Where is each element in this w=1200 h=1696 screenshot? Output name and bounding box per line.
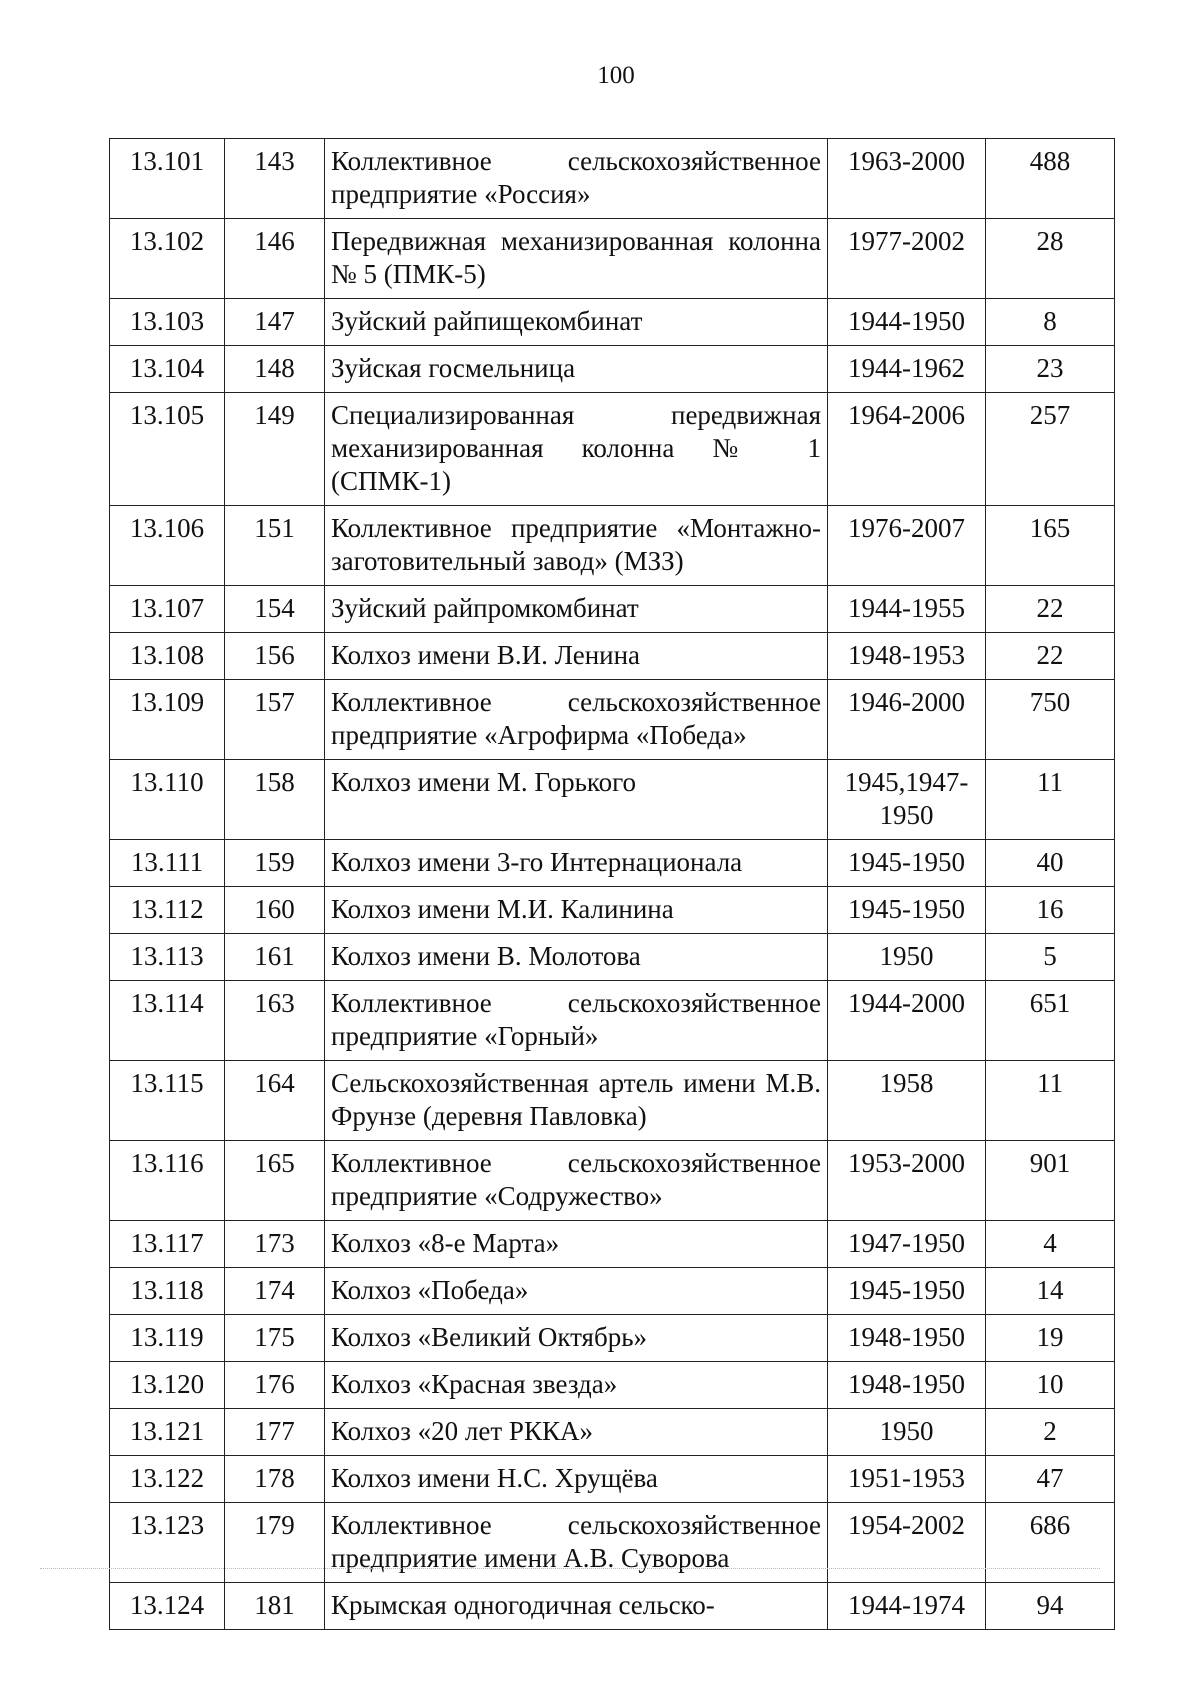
- fund-number-cell: 179: [225, 1503, 325, 1583]
- record-number-cell: 13.115: [110, 1061, 225, 1141]
- file-count-cell: 19: [986, 1315, 1115, 1362]
- table-row: [110, 1362, 1115, 1409]
- fund-number-cell: 174: [225, 1268, 325, 1315]
- record-number-cell: 13.103: [110, 299, 225, 346]
- record-number-cell: 13.114: [110, 981, 225, 1061]
- table-row: [110, 934, 1115, 981]
- file-count-cell: 10: [986, 1362, 1115, 1409]
- file-count-cell: 488: [986, 139, 1115, 219]
- date-range-cell: 1944-2000: [828, 981, 986, 1061]
- table-row: [110, 1503, 1115, 1583]
- fund-number-cell: 157: [225, 680, 325, 760]
- table-row: [110, 840, 1115, 887]
- fund-name-cell: Колхоз имени 3-го Интернационала: [325, 840, 828, 887]
- date-range-cell: 1950: [828, 934, 986, 981]
- fund-name-cell: Коллективное сельскохозяйственное предприятие «Россия»: [325, 139, 828, 219]
- file-count-cell: 14: [986, 1268, 1115, 1315]
- fund-number-cell: 147: [225, 299, 325, 346]
- fund-name-cell: Передвижная механизированная колонна № 5 (ПМК-5): [325, 219, 828, 299]
- fund-name-cell: Коллективное предприятие «Монтажно-заготовительный завод» (МЗЗ): [325, 506, 828, 586]
- fund-number-cell: 158: [225, 760, 325, 840]
- fund-number-cell: 164: [225, 1061, 325, 1141]
- table-row: [110, 393, 1115, 506]
- fund-number-cell: 161: [225, 934, 325, 981]
- record-number-cell: 13.122: [110, 1456, 225, 1503]
- record-number-cell: 13.104: [110, 346, 225, 393]
- fund-number-cell: 163: [225, 981, 325, 1061]
- fund-name-cell: Колхоз имени Н.С. Хрущёва: [325, 1456, 828, 1503]
- file-count-cell: 165: [986, 506, 1115, 586]
- date-range-cell: 1946-2000: [828, 680, 986, 760]
- date-range-cell: 1947-1950: [828, 1221, 986, 1268]
- file-count-cell: 4: [986, 1221, 1115, 1268]
- fund-number-cell: 146: [225, 219, 325, 299]
- record-number-cell: 13.119: [110, 1315, 225, 1362]
- fund-name-cell: Колхоз имени М. Горького: [325, 760, 828, 840]
- fund-number-cell: 143: [225, 139, 325, 219]
- date-range-cell: 1950: [828, 1409, 986, 1456]
- record-number-cell: 13.123: [110, 1503, 225, 1583]
- table-row: [110, 1221, 1115, 1268]
- date-range-cell: 1963-2000: [828, 139, 986, 219]
- file-count-cell: 2: [986, 1409, 1115, 1456]
- fund-name-cell: Зуйская госмельница: [325, 346, 828, 393]
- table-row: [110, 1141, 1115, 1221]
- file-count-cell: 28: [986, 219, 1115, 299]
- fund-number-cell: 156: [225, 633, 325, 680]
- table-row: [110, 760, 1115, 840]
- fund-name-cell: Зуйский райпромкомбинат: [325, 586, 828, 633]
- file-count-cell: 94: [986, 1583, 1115, 1630]
- date-range-cell: 1948-1950: [828, 1315, 986, 1362]
- file-count-cell: 901: [986, 1141, 1115, 1221]
- date-range-cell: 1951-1953: [828, 1456, 986, 1503]
- file-count-cell: 16: [986, 887, 1115, 934]
- record-number-cell: 13.118: [110, 1268, 225, 1315]
- table-row: [110, 981, 1115, 1061]
- record-number-cell: 13.116: [110, 1141, 225, 1221]
- file-count-cell: 40: [986, 840, 1115, 887]
- table-body: [110, 139, 1115, 1630]
- record-number-cell: 13.110: [110, 760, 225, 840]
- fund-name-cell: Крымская одногодичная сельско-: [325, 1583, 828, 1630]
- fund-number-cell: 160: [225, 887, 325, 934]
- record-number-cell: 13.106: [110, 506, 225, 586]
- file-count-cell: 8: [986, 299, 1115, 346]
- date-range-cell: 1948-1953: [828, 633, 986, 680]
- fund-number-cell: 178: [225, 1456, 325, 1503]
- file-count-cell: 47: [986, 1456, 1115, 1503]
- fund-name-cell: Коллективное сельскохозяйственное предприятие имени А.В. Суворова: [325, 1503, 828, 1583]
- fund-name-cell: Сельскохозяйственная артель имени М.В. Фрунзе (деревня Павловка): [325, 1061, 828, 1141]
- fund-name-cell: Колхоз «8-е Марта»: [325, 1221, 828, 1268]
- fund-name-cell: Коллективное сельскохозяйственное предприятие «Содружество»: [325, 1141, 828, 1221]
- table-row: [110, 1268, 1115, 1315]
- fund-name-cell: Колхоз имени В.И. Ленина: [325, 633, 828, 680]
- record-number-cell: 13.113: [110, 934, 225, 981]
- fund-name-cell: Колхоз «20 лет РККА»: [325, 1409, 828, 1456]
- fund-number-cell: 181: [225, 1583, 325, 1630]
- table-row: [110, 299, 1115, 346]
- fund-name-cell: Колхоз имени В. Молотова: [325, 934, 828, 981]
- table-row: [110, 1409, 1115, 1456]
- file-count-cell: 11: [986, 1061, 1115, 1141]
- record-number-cell: 13.112: [110, 887, 225, 934]
- fund-name-cell: Колхоз имени М.И. Калинина: [325, 887, 828, 934]
- fund-registry-table: [109, 138, 1115, 1630]
- record-number-cell: 13.108: [110, 633, 225, 680]
- record-number-cell: 13.107: [110, 586, 225, 633]
- record-number-cell: 13.109: [110, 680, 225, 760]
- fund-number-cell: 151: [225, 506, 325, 586]
- fund-number-cell: 154: [225, 586, 325, 633]
- record-number-cell: 13.124: [110, 1583, 225, 1630]
- file-count-cell: 651: [986, 981, 1115, 1061]
- table-row: [110, 1583, 1115, 1630]
- fund-name-cell: Колхоз «Победа»: [325, 1268, 828, 1315]
- file-count-cell: 23: [986, 346, 1115, 393]
- table-row: [110, 887, 1115, 934]
- date-range-cell: 1944-1962: [828, 346, 986, 393]
- date-range-cell: 1945-1950: [828, 887, 986, 934]
- file-count-cell: 5: [986, 934, 1115, 981]
- date-range-cell: 1976-2007: [828, 506, 986, 586]
- file-count-cell: 11: [986, 760, 1115, 840]
- record-number-cell: 13.111: [110, 840, 225, 887]
- fund-name-cell: Колхоз «Великий Октябрь»: [325, 1315, 828, 1362]
- date-range-cell: 1954-2002: [828, 1503, 986, 1583]
- table-row: [110, 219, 1115, 299]
- table-row: [110, 633, 1115, 680]
- fund-number-cell: 173: [225, 1221, 325, 1268]
- date-range-cell: 1944-1955: [828, 586, 986, 633]
- fund-number-cell: 176: [225, 1362, 325, 1409]
- fund-name-cell: Колхоз «Красная звезда»: [325, 1362, 828, 1409]
- file-count-cell: 257: [986, 393, 1115, 506]
- table-row: [110, 1456, 1115, 1503]
- date-range-cell: 1944-1974: [828, 1583, 986, 1630]
- fund-name-cell: Коллективное сельскохозяйственное предприятие «Агрофирма «Победа»: [325, 680, 828, 760]
- fund-name-cell: Зуйский райпищекомбинат: [325, 299, 828, 346]
- table-row: [110, 346, 1115, 393]
- table-row: [110, 139, 1115, 219]
- date-range-cell: 1958: [828, 1061, 986, 1141]
- file-count-cell: 22: [986, 586, 1115, 633]
- record-number-cell: 13.105: [110, 393, 225, 506]
- fund-number-cell: 148: [225, 346, 325, 393]
- record-number-cell: 13.120: [110, 1362, 225, 1409]
- table-row: [110, 680, 1115, 760]
- record-number-cell: 13.101: [110, 139, 225, 219]
- table-row: [110, 1061, 1115, 1141]
- fund-number-cell: 177: [225, 1409, 325, 1456]
- date-range-cell: 1945-1950: [828, 840, 986, 887]
- date-range-cell: 1944-1950: [828, 299, 986, 346]
- fund-name-cell: Коллективное сельскохозяйственное предприятие «Горный»: [325, 981, 828, 1061]
- date-range-cell: 1953-2000: [828, 1141, 986, 1221]
- record-number-cell: 13.102: [110, 219, 225, 299]
- date-range-cell: 1964-2006: [828, 393, 986, 506]
- file-count-cell: 22: [986, 633, 1115, 680]
- record-number-cell: 13.121: [110, 1409, 225, 1456]
- file-count-cell: 750: [986, 680, 1115, 760]
- fund-number-cell: 165: [225, 1141, 325, 1221]
- record-number-cell: 13.117: [110, 1221, 225, 1268]
- date-range-cell: 1977-2002: [828, 219, 986, 299]
- fund-number-cell: 159: [225, 840, 325, 887]
- date-range-cell: 1948-1950: [828, 1362, 986, 1409]
- fund-number-cell: 149: [225, 393, 325, 506]
- date-range-cell: 1945,1947-1950: [828, 760, 986, 840]
- table-row: [110, 1315, 1115, 1362]
- date-range-cell: 1945-1950: [828, 1268, 986, 1315]
- file-count-cell: 686: [986, 1503, 1115, 1583]
- fund-number-cell: 175: [225, 1315, 325, 1362]
- scan-edge-artifact: [40, 1568, 1100, 1569]
- page-number: 100: [597, 62, 635, 89]
- table-row: [110, 506, 1115, 586]
- fund-name-cell: Специализированная передвижная механизированная колонна № 1 (СПМК-1): [325, 393, 828, 506]
- table-row: [110, 586, 1115, 633]
